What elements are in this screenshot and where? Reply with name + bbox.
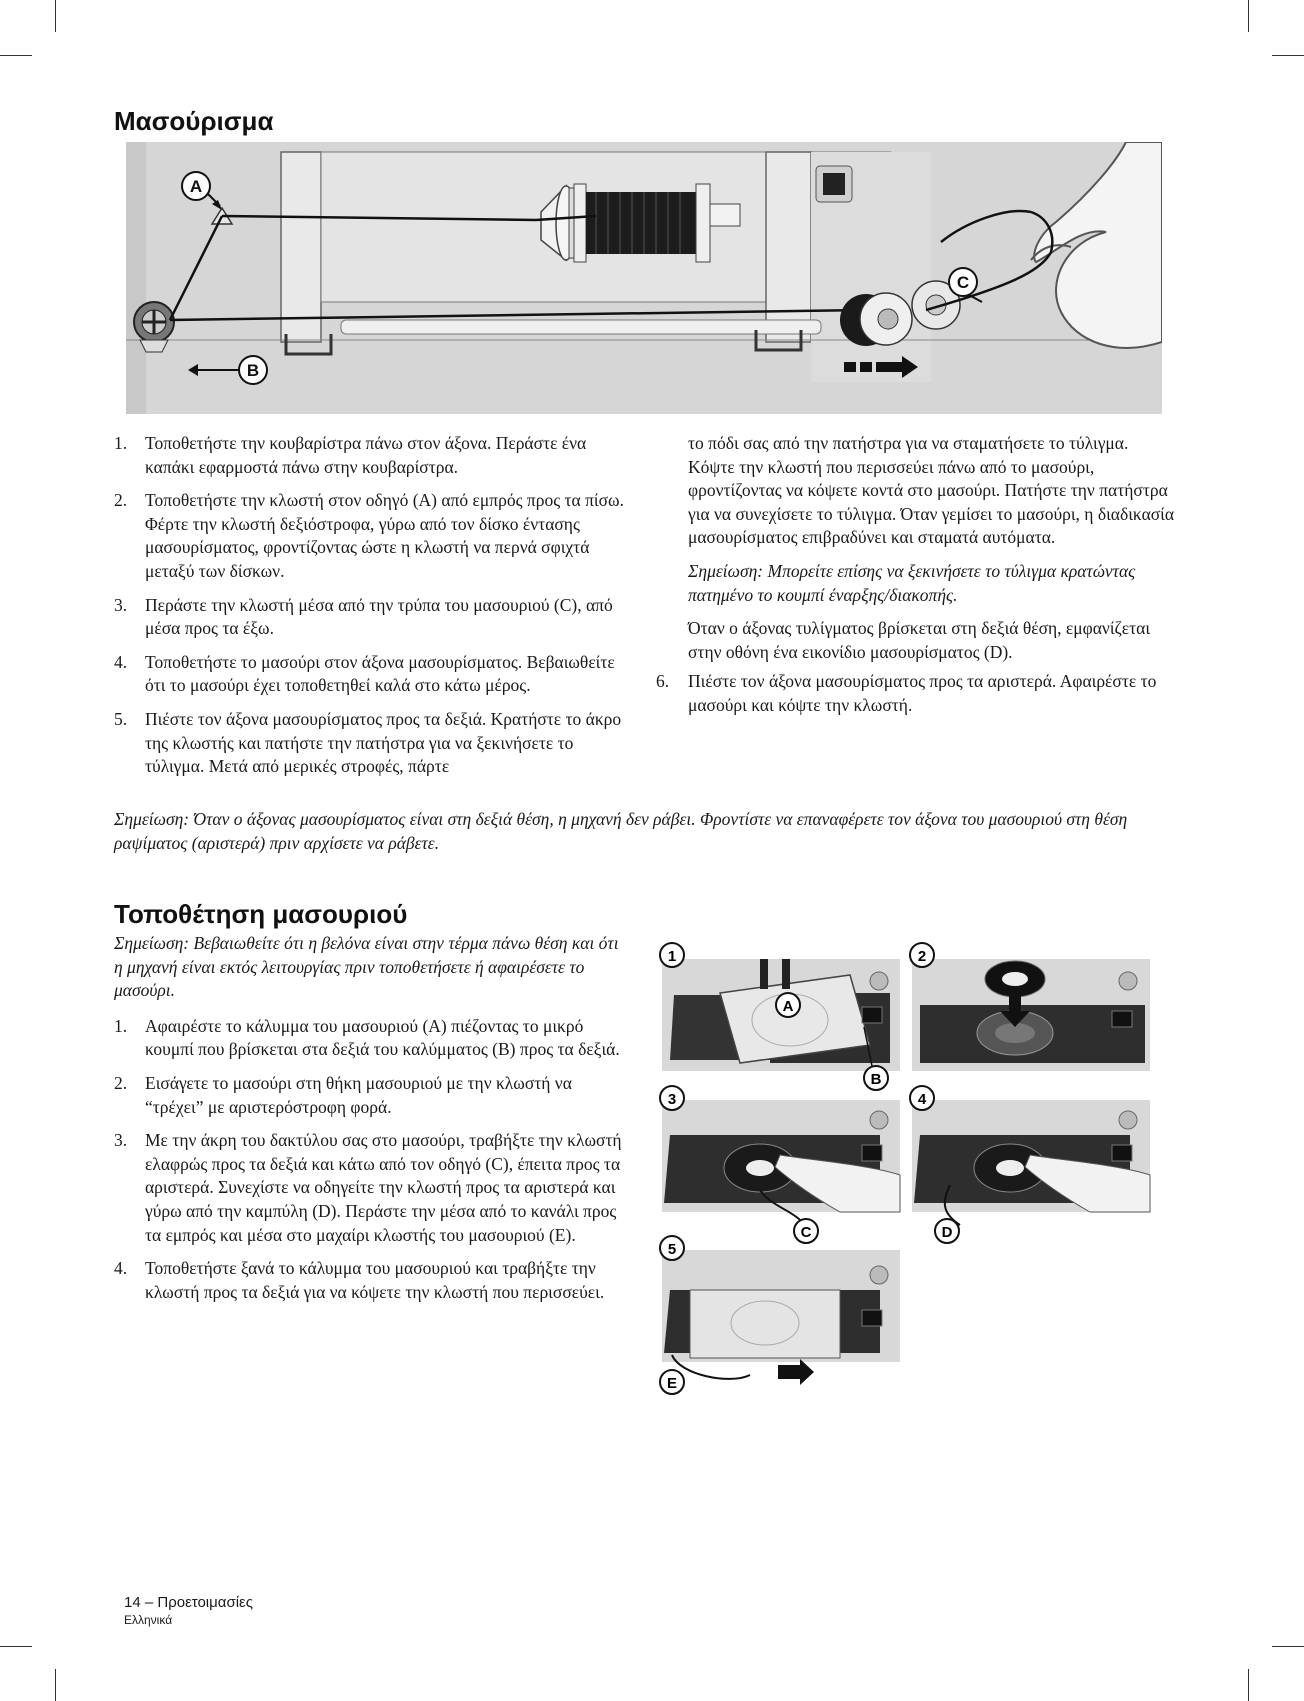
panel-4 xyxy=(912,1100,1150,1225)
crop-mark xyxy=(1272,55,1304,56)
list-item: 6. Πιέστε τον άξονα μασουρίσματος προς τα αριστερά. Αφαιρέστε το μασούρι και κόψτε την κλωστή. xyxy=(656,671,1157,715)
page-number: 14 – Προετοιμασίες xyxy=(124,1594,253,1611)
crop-mark xyxy=(55,0,56,32)
section-title-bobbin-winding: Μασούρισμα xyxy=(114,106,274,136)
crop-mark xyxy=(0,1646,32,1647)
list-item: 3. Με την άκρη του δακτύλου σας στο μασούρι, τραβήξτε την κλωστή ελαφρώς προς τα δεξιά και κάτω από τον οδηγό (C), έπειτα προς τα αριστερά. Συνεχίστε να οδηγείτε την κλωστή προς τα αριστερά και γύρω από την καμπύλη (D). Περάστε την μέσα από το κανάλι προς τα εμπρός και μέσα στο μαχαίρι κλωστής του μασουριού (E). xyxy=(114,1130,622,1245)
list-item: 3. Περάστε την κλωστή μέσα από την τρύπα του μασουριού (C), από μέσα προς τα έξω. xyxy=(114,594,613,639)
panel-2 xyxy=(912,959,1150,1071)
winder-position-info: Όταν ο άξονας τυλίγματος βρίσκεται στη δεξιά θέση, εμφανίζεται στην οθόνη ένα εικονίδιο μασουρίσματος (D). xyxy=(688,618,1151,662)
bobbin-winding-steps-left xyxy=(114,432,632,789)
panel-number-1: 1 xyxy=(667,948,677,965)
section-title-inserting-bobbin: Τοποθέτηση μασουριού xyxy=(114,899,408,929)
label-c: C xyxy=(956,273,970,292)
list-item: 2. Εισάγετε το μασούρι στη θήκη μασουριού με την κλωστή να “τρέχει” με αριστερόστροφη φορά. xyxy=(114,1072,572,1117)
label-b: B xyxy=(246,361,260,380)
panel-3 xyxy=(662,1100,900,1220)
step5-continuation: το πόδι σας από την πατήστρα για να σταματήσετε το τύλιγμα. Κόψτε την κλωστή που περισσεύει πάνω από το μασούρι, φροντίζοντας να κόψετε κοντά στο μασούρι. Πατήστε την πατήστρα για να συνεχίσετε το τύλιγμα. Όταν γεμίσει το μασούρι, η διαδικασία μασουρίσματος επιβραδύνει και σταματά αυτόματα. xyxy=(688,433,1175,548)
crop-mark xyxy=(0,55,32,56)
list-item: 1. Αφαιρέστε το κάλυμμα του μασουριού (A) πιέζοντας το μικρό κουμπί που βρίσκεται στα δεξιά του καλύμματος (B) προς τα δεξιά. xyxy=(114,1015,620,1060)
label-c: C xyxy=(800,1224,812,1241)
note-start-stop: Σημείωση: Μπορείτε επίσης να ξεκινήσετε το τύλιγμα κρατώντας πατημένο το κουμπί έναρξης/διακοπής. xyxy=(688,560,1136,605)
crop-mark xyxy=(1272,1646,1304,1647)
label-e: E xyxy=(666,1375,678,1392)
panel-number-5: 5 xyxy=(667,1241,677,1258)
panel-number-2: 2 xyxy=(917,948,927,965)
crop-mark xyxy=(1248,1669,1249,1701)
crop-mark xyxy=(1248,0,1249,32)
bobbin-winding-steps-right xyxy=(656,432,1176,728)
list-item: 4. Τοποθετήστε ξανά το κάλυμμα του μασουριού και τραβήξτε την κλωστή προς τα δεξιά για να κόψετε την κλωστή που περισσεύει. xyxy=(114,1258,605,1302)
language-label: Ελληνικά xyxy=(124,1613,173,1627)
note-winder-position: Σημείωση: Όταν ο άξονας μασουρίσματος είναι στη δεξιά θέση, η μηχανή δεν ράβει. Φροντίστε να επαναφέρετε τον άξονα του μασουριού στη θέση ραψίματος (αριστερά) πριν αρχίσετε να ράβετε. xyxy=(114,809,1128,853)
label-a: A xyxy=(782,998,794,1015)
list-item: 1. Τοποθετήστε την κουβαρίστρα πάνω στον άξονα. Περάστε ένα καπάκι εφαρμοστά πάνω στην κουβαρίστρα. xyxy=(114,433,587,477)
panel-number-4: 4 xyxy=(917,1091,927,1108)
panel-5 xyxy=(662,1250,900,1385)
label-a: A xyxy=(189,177,203,196)
label-d: D xyxy=(941,1224,953,1241)
panel-number-3: 3 xyxy=(667,1091,677,1108)
list-item: 2. Τοποθετήστε την κλωστή στον οδηγό (A) από εμπρός προς τα πίσω. Φέρτε την κλωστή δεξιόστροφα, γύρω από τον δίσκο έντασης μασουρίσματος, φροντίζοντας ώστε η κλωστή να περνά σφιχτά μεταξύ των δίσκων. xyxy=(114,490,624,581)
label-b: B xyxy=(870,1071,882,1088)
page-footer xyxy=(124,1594,253,1627)
list-item: 5. Πιέστε τον άξονα μασουρίσματος προς τα δεξιά. Κρατήστε το άκρο της κλωστής και πατήστε την πατήστρα για να ξεκινήσετε το τύλιγμα. Μετά από μερικές στροφές, πάρτε xyxy=(114,708,622,777)
bobbin-winding-illustration xyxy=(126,142,1162,414)
inserting-bobbin-illustration xyxy=(650,935,1170,1395)
inserting-bobbin-steps xyxy=(114,932,624,1314)
list-item: 4. Τοποθετήστε το μασούρι στον άξονα μασουρίσματος. Βεβαιωθείτε ότι το μασούρι έχει τοποθετηθεί καλά στο κάτω μέρος. xyxy=(114,651,615,696)
crop-mark xyxy=(55,1669,56,1701)
note-needle-up: Σημείωση: Βεβαιωθείτε ότι η βελόνα είναι στην τέρμα πάνω θέση και ότι η μηχανή είναι εκτός λειτουργίας πριν τοποθετήσετε ή αφαιρέσετε το μασούρι. xyxy=(114,933,619,1001)
